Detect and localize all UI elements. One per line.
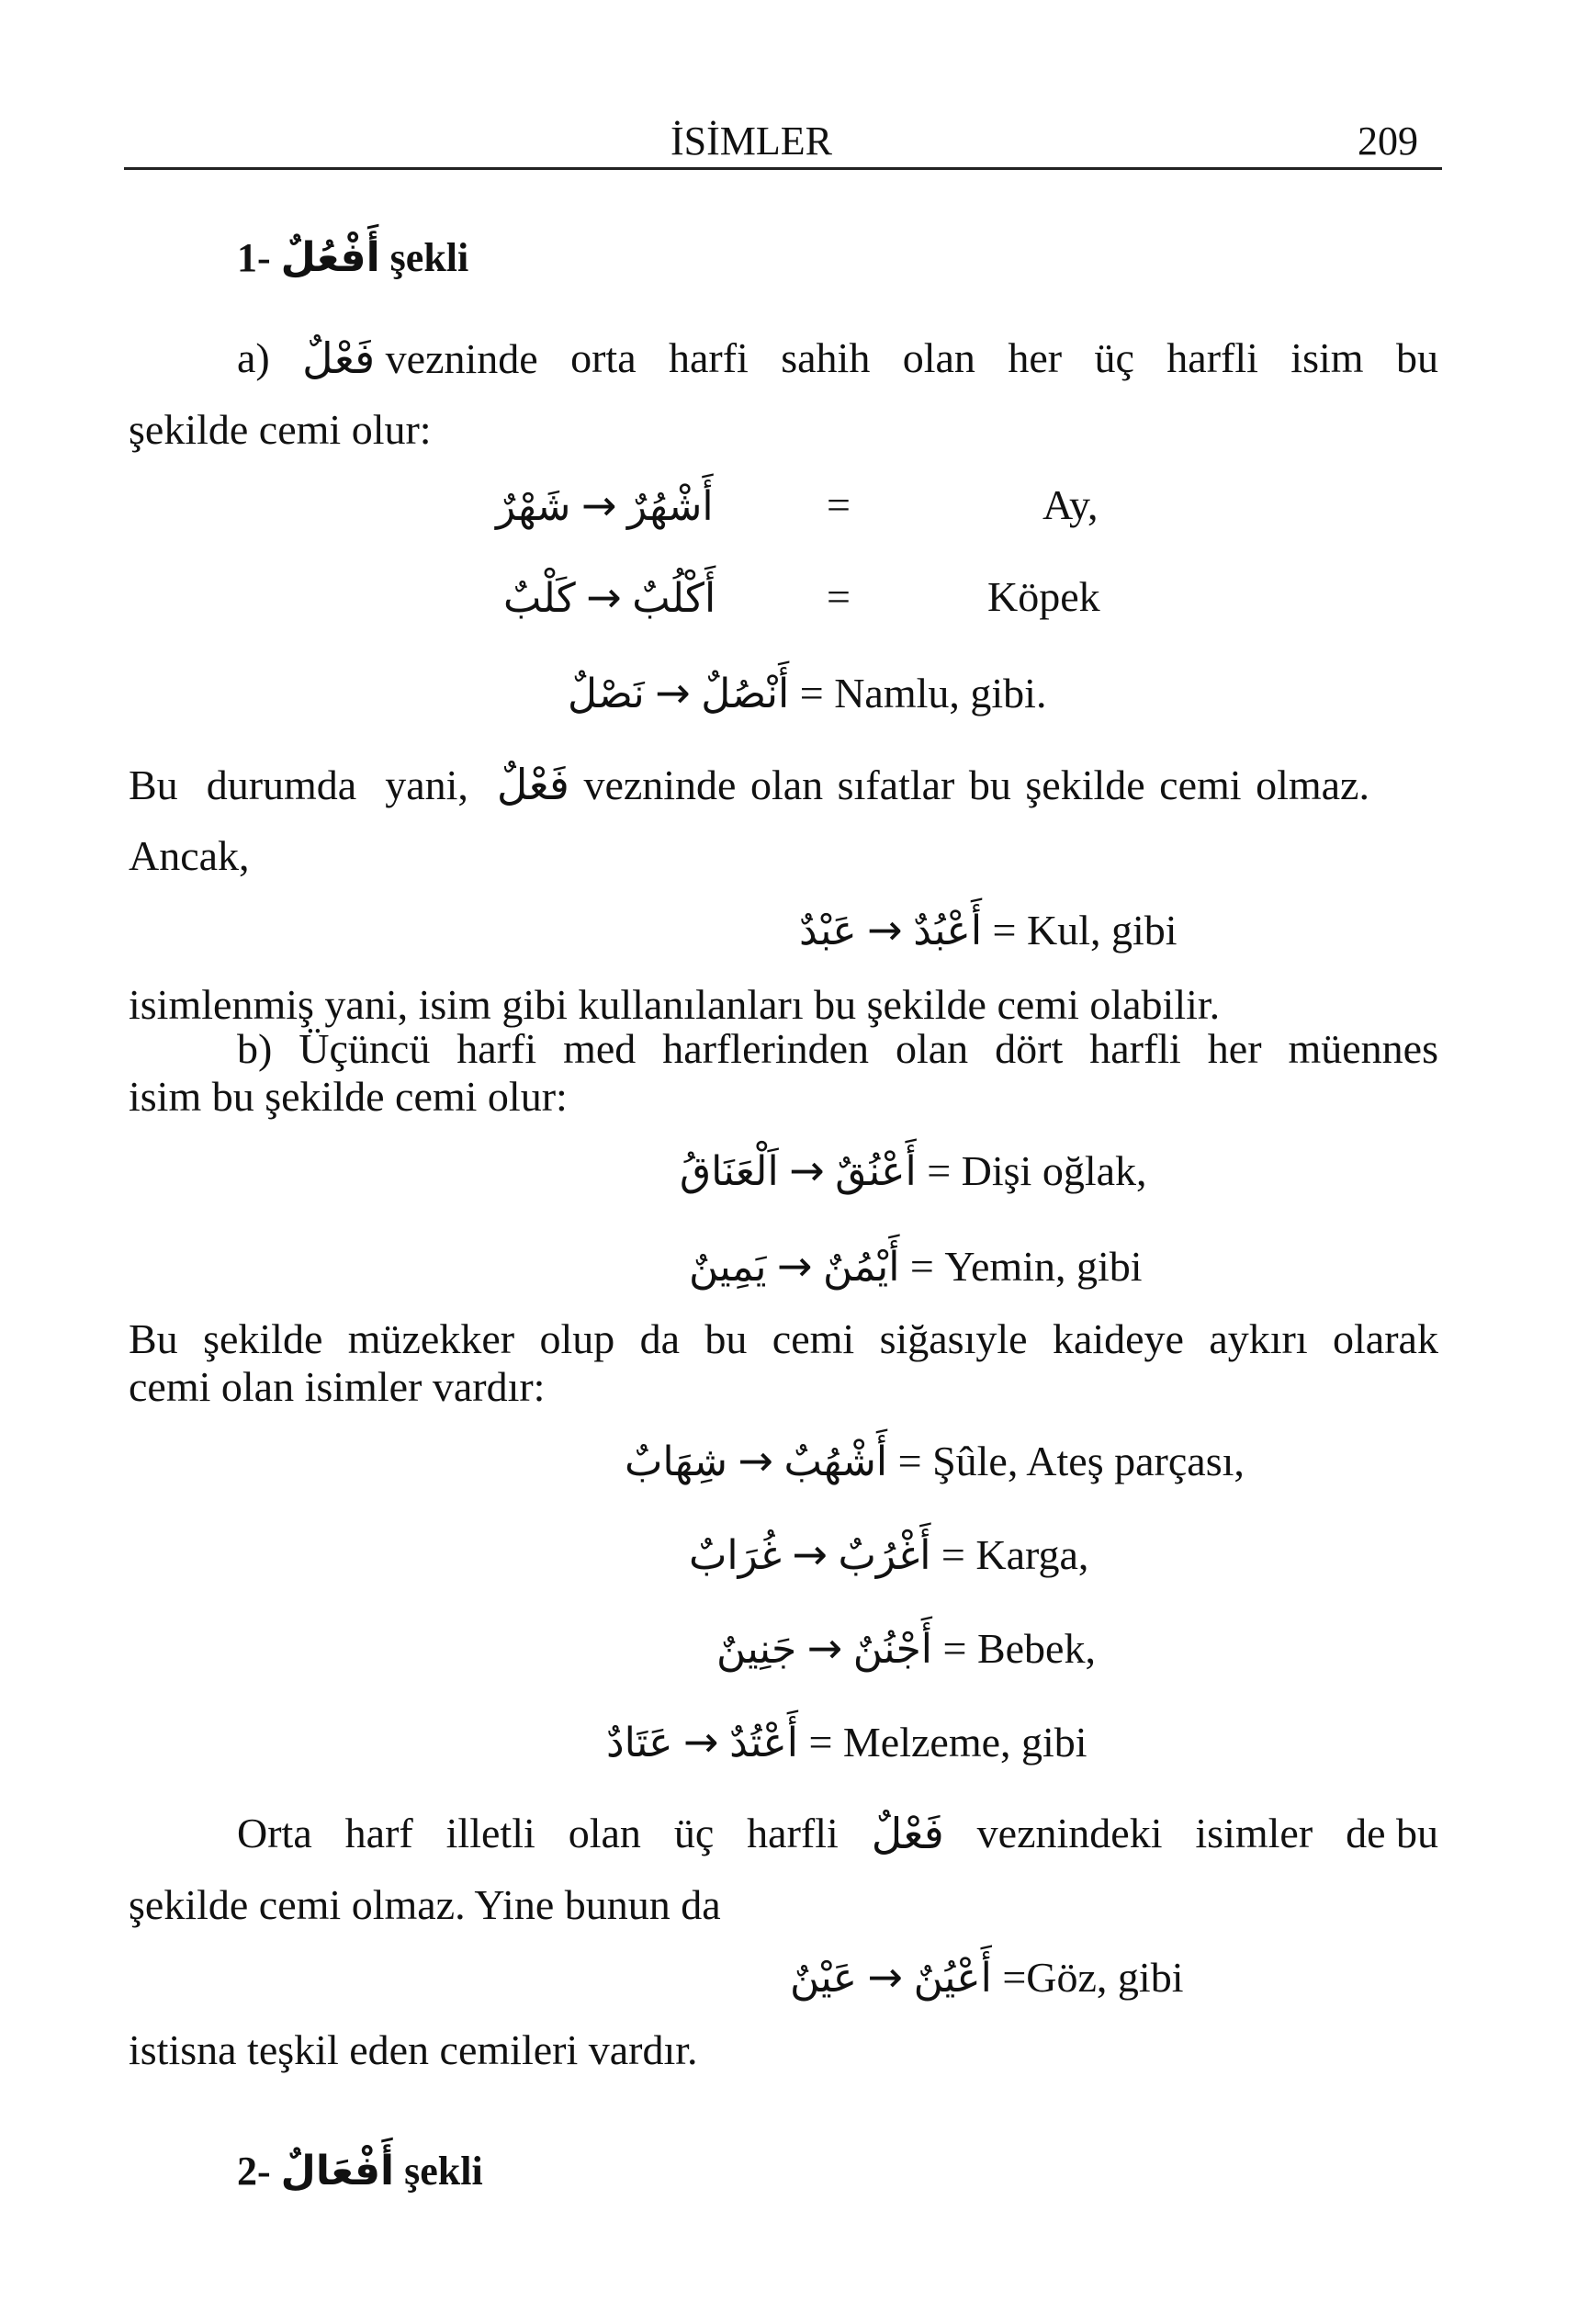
- para-a-word: sahih: [781, 334, 871, 381]
- para-b-word: her: [1207, 1025, 1262, 1072]
- arrow-icon: →: [655, 668, 691, 717]
- meaning: Melzeme, gibi: [842, 1719, 1088, 1766]
- example-row: [503, 571, 716, 625]
- section-1-heading: [237, 234, 468, 281]
- arrow-icon: →: [867, 905, 903, 954]
- singular-word: عَيْنٌ: [790, 1955, 858, 2002]
- plural-word: أَنْصُلٌ: [701, 671, 790, 717]
- para-a-word: isim: [1290, 334, 1364, 381]
- plural-word: أَعْبُدٌ: [913, 908, 983, 954]
- example-row: [625, 1435, 1245, 1488]
- para-orta-word: veznindeki: [976, 1810, 1163, 1856]
- para-muz-word: aykırı: [1209, 1315, 1308, 1362]
- para-orta-word: harfli: [747, 1810, 839, 1856]
- para-muz-line-2: cemi olan isimler vardır:: [129, 1363, 546, 1410]
- para-bu-word: yani,: [385, 762, 468, 808]
- para-a-word: bu: [1395, 334, 1438, 381]
- example-row: [568, 667, 1046, 720]
- para-muz-line-1: [129, 1314, 1438, 1365]
- para-orta-word: üç: [673, 1810, 715, 1856]
- singular-word: عَبْدٌ: [799, 908, 857, 954]
- para-muz-word: cemi: [772, 1315, 855, 1362]
- equals-sign: =: [827, 481, 851, 528]
- para-a-marker: a): [237, 334, 270, 381]
- arrow-icon: →: [580, 480, 617, 530]
- para-muz-word: siğasıyle: [879, 1315, 1028, 1362]
- para-a-word: her: [1008, 334, 1063, 381]
- para-b-word: harflerinden: [662, 1025, 870, 1072]
- para-b-word: Üçüncü: [299, 1025, 431, 1072]
- section-1-label: şekli: [389, 235, 469, 280]
- section-2-label: şekli: [404, 2149, 483, 2194]
- equals-sign: =: [909, 1243, 934, 1290]
- example-row: [689, 1529, 1088, 1582]
- example-row: [496, 479, 714, 533]
- example-row: [716, 1622, 1096, 1675]
- para-b-word: b): [237, 1025, 273, 1072]
- para-bu-pattern: فَعْلٌ: [496, 760, 569, 809]
- example-row: [790, 1951, 1183, 2004]
- meaning: Köpek: [987, 573, 1100, 620]
- para-bu-line-2: Ancak,: [129, 832, 250, 879]
- plural-word: أَعْتُدٌ: [729, 1720, 798, 1766]
- example-row: [606, 1716, 1088, 1769]
- para-a-word: olan: [902, 334, 975, 381]
- equals-sign: =: [808, 1719, 833, 1766]
- para-a-line-2: şekilde cemi olur:: [129, 406, 432, 453]
- line-isimlenmis: isimlenmiş yani, isim gibi kullanılanları bu şekilde cemi olabilir.: [129, 981, 1221, 1028]
- para-a-word: harfi: [669, 334, 749, 381]
- para-muz-word: kaideye: [1052, 1315, 1184, 1362]
- arrow-icon: →: [867, 1952, 904, 2002]
- para-b-word: med: [563, 1025, 637, 1072]
- para-muz-word: bu: [704, 1315, 748, 1362]
- equals-sign: =: [992, 907, 1017, 953]
- para-b-word: müennes: [1288, 1025, 1438, 1072]
- meaning: Ay,: [1042, 481, 1099, 528]
- line-istisna: istisna teşkil eden cemileri vardır.: [129, 2026, 698, 2073]
- para-orta-line-1: [237, 1808, 1438, 1859]
- example-row: [680, 1145, 1147, 1198]
- section-2-heading: [237, 2148, 483, 2194]
- meaning: Şûle, Ateş parçası,: [932, 1438, 1245, 1484]
- arrow-icon: →: [792, 1529, 828, 1579]
- meaning: Dişi oğlak,: [961, 1147, 1147, 1194]
- header-rule: [124, 167, 1442, 170]
- para-bu-word: Bu: [129, 762, 178, 808]
- arrow-icon: →: [738, 1436, 774, 1485]
- meaning: Göz, gibi: [1026, 1954, 1184, 2001]
- plural-word: أَعْنُقٌ: [835, 1148, 917, 1195]
- singular-word: شِهَابٌ: [625, 1438, 727, 1485]
- section-1-pattern: أَفْعُلٌ: [280, 234, 380, 281]
- para-orta-word: de bu: [1346, 1810, 1438, 1856]
- para-muz-word: olup: [539, 1315, 615, 1362]
- plural-word: أَكْلُبٌ: [632, 575, 716, 622]
- para-muz-word: Bu: [129, 1315, 178, 1362]
- para-orta-word: olan: [568, 1810, 641, 1856]
- arrow-icon: →: [586, 572, 622, 622]
- equals-sign: =: [1002, 1954, 1027, 2001]
- meaning: Kul, gibi: [1027, 907, 1178, 953]
- para-orta-line-2: şekilde cemi olmaz. Yine bunun da: [129, 1881, 721, 1928]
- para-muz-word: şekilde: [203, 1315, 323, 1362]
- plural-word: أَيْمُنٌ: [823, 1244, 900, 1291]
- section-2-pattern: أَفْعَالٌ: [280, 2148, 395, 2194]
- para-b-word: harfi: [456, 1025, 537, 1072]
- running-header-title: İSİMLER: [671, 118, 832, 164]
- para-a-line-1: [237, 333, 1438, 385]
- para-bu-word: durumda: [206, 762, 357, 808]
- meaning: Namlu, gibi.: [834, 670, 1047, 716]
- singular-word: يَمِينٌ: [689, 1244, 767, 1291]
- singular-word: كَلْبٌ: [503, 575, 576, 622]
- para-b-word: dört: [995, 1025, 1064, 1072]
- arrow-icon: →: [776, 1241, 813, 1291]
- equals-sign: =: [897, 1438, 922, 1484]
- singular-word: غُرَابٌ: [689, 1532, 782, 1579]
- para-b-word: harfli: [1089, 1025, 1181, 1072]
- plural-word: أَجْنُنٌ: [852, 1626, 932, 1673]
- para-a-word: orta: [570, 334, 637, 381]
- singular-word: عَتَادٌ: [606, 1720, 673, 1766]
- plural-word: أَشْهُرٌ: [626, 483, 714, 530]
- para-b-line-2: isim bu şekilde cemi olur:: [129, 1073, 568, 1120]
- meaning: Yemin, gibi: [944, 1243, 1143, 1290]
- para-a-word: فَعْلٌ vezninde: [302, 333, 538, 383]
- para-b-line-1: [237, 1023, 1438, 1075]
- singular-word: نَصْلٌ: [568, 671, 645, 717]
- para-orta-word: isimler: [1195, 1810, 1313, 1856]
- plural-word: أَشْهُبٌ: [783, 1438, 888, 1485]
- equals-sign: =: [942, 1625, 967, 1672]
- meaning: Bebek,: [976, 1625, 1096, 1672]
- para-orta-word: Orta: [237, 1810, 312, 1856]
- para-muz-word: da: [639, 1315, 681, 1362]
- para-muz-word: müzekker: [347, 1315, 515, 1362]
- para-orta-word: harf: [344, 1810, 413, 1856]
- para-bu-line-1: [129, 759, 1369, 811]
- arrow-icon: →: [806, 1623, 843, 1673]
- arrow-icon: →: [789, 1145, 825, 1195]
- singular-word: اَلْعَنَاقُ: [680, 1148, 779, 1195]
- page-number: 209: [1358, 118, 1418, 164]
- para-b-word: olan: [895, 1025, 969, 1072]
- equals-sign: =: [827, 573, 851, 620]
- para-a-word: harfli: [1166, 334, 1258, 381]
- para-bu-rest: vezninde olan sıfatlar bu şekilde cemi olmaz.: [583, 762, 1369, 808]
- plural-word: أَغْرُبٌ: [838, 1532, 931, 1579]
- example-row: [799, 904, 1178, 957]
- example-row: [689, 1240, 1143, 1293]
- para-orta-pattern: فَعْلٌ: [871, 1809, 944, 1858]
- section-1-number: 1-: [237, 235, 271, 280]
- equals-sign: =: [927, 1147, 952, 1194]
- meaning: Karga,: [975, 1531, 1089, 1578]
- para-orta-word: illetli: [445, 1810, 535, 1856]
- equals-sign: =: [799, 670, 824, 716]
- para-muz-word: olarak: [1333, 1315, 1438, 1362]
- para-a-pattern: فَعْلٌ: [302, 333, 376, 383]
- plural-word: أَعْيُنٌ: [913, 1955, 992, 2002]
- section-2-number: 2-: [237, 2149, 271, 2194]
- para-a-word: üç: [1094, 334, 1134, 381]
- equals-sign: =: [941, 1531, 965, 1578]
- arrow-icon: →: [683, 1717, 719, 1766]
- singular-word: شَهْرٌ: [496, 483, 571, 530]
- singular-word: جَنِينٌ: [716, 1626, 797, 1673]
